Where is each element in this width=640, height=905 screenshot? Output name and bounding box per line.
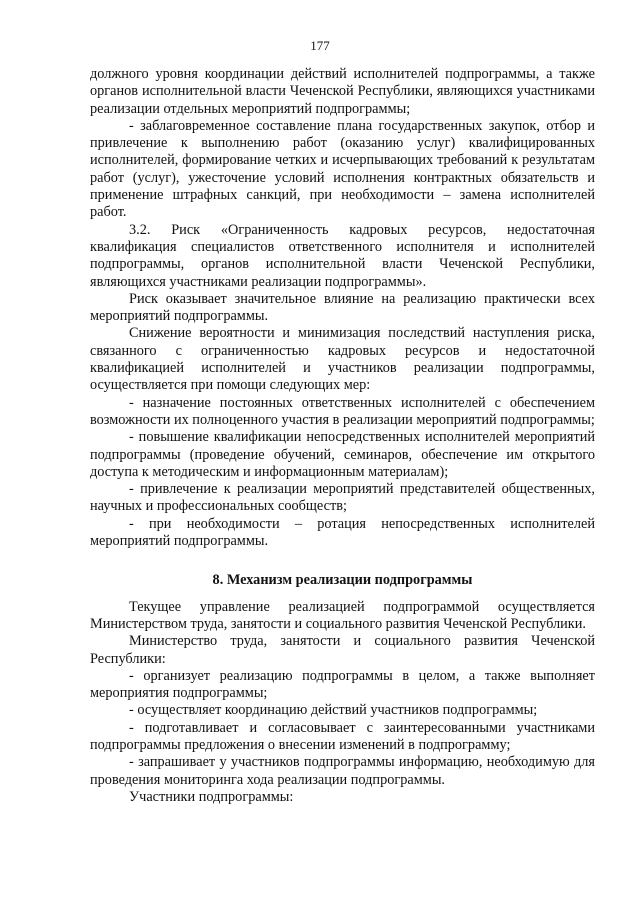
page-number: 177 [310,38,330,53]
paragraph: Снижение вероятности и минимизация последствий наступления риска, связанного с ограниченностью кадровых ресурсов и недостаточной квалификацией исполнителей и участников реализации подпрограммы, осуществляется при помощи следующих мер: [90,325,595,394]
list-item: - осуществляет координацию действий участников подпрограммы; [129,702,538,719]
paragraph: Участники подпрограммы: [129,788,294,805]
list-item: - повышение квалификации непосредственных исполнителей мероприятий подпрограммы (проведение обучений, семинаров, обеспечение им открытого доступа к методическим и информационным материалам); [90,429,595,480]
section-heading: 8. Механизм реализации подпрограммы [212,572,473,589]
list-item: - организует реализацию подпрограммы в целом, а также выполняет мероприятия подпрограммы; [90,667,595,702]
paragraph: Текущее управление реализацией подпрограммой осуществляется Министерством труда, занятости и социального развития Чеченской Республики. [90,598,595,632]
list-item: - привлечение к реализации мероприятий представителей общественных, научных и профессиональных сообществ; [90,481,595,515]
paragraph: Министерство труда, занятости и социального развития Чеченской Республики: [90,633,595,667]
document-body [90,66,595,806]
paragraph: 3.2. Риск «Ограниченность кадровых ресурсов, недостаточная квалификация специалистов ответственного исполнителя и исполнителей подпрограммы, органов исполнительной власти Чеченской Республики, являющихся участниками реализации подпрограммы». [90,221,595,290]
list-item: - назначение постоянных ответственных исполнителей с обеспечением возможности их полноценного участия в реализации мероприятий подпрограммы; [90,394,595,428]
list-item: - при необходимости – ротация непосредственных исполнителей мероприятий подпрограммы. [90,515,595,550]
list-item: - запрашивает у участников подпрограммы информацию, необходимую для проведения мониторинга хода реализации подпрограммы. [90,754,595,788]
paragraph: должного уровня координации действий исполнителей подпрограммы, а также органов исполнительной власти Чеченской Республики, являющихся участниками реализации отдельных мероприятий подпрограммы; [90,66,595,117]
list-item: - подготавливает и согласовывает с заинтересованными участниками подпрограммы предложения о внесении изменений в подпрограмму; [90,719,595,753]
paragraph: Риск оказывает значительное влияние на реализацию практически всех мероприятий подпрограммы. [90,290,595,325]
paragraph: - заблаговременное составление плана государственных закупок, отбор и привлечение к выполнению работ (оказанию услуг) квалифицированных исполнителей, формирование четких и исчерпывающих требований к результатам работ (услуг), ужесточение условий исполнения контрактных обязательств и применение штрафных санкций, при необходимости – замена исполнителей работ. [90,117,595,221]
